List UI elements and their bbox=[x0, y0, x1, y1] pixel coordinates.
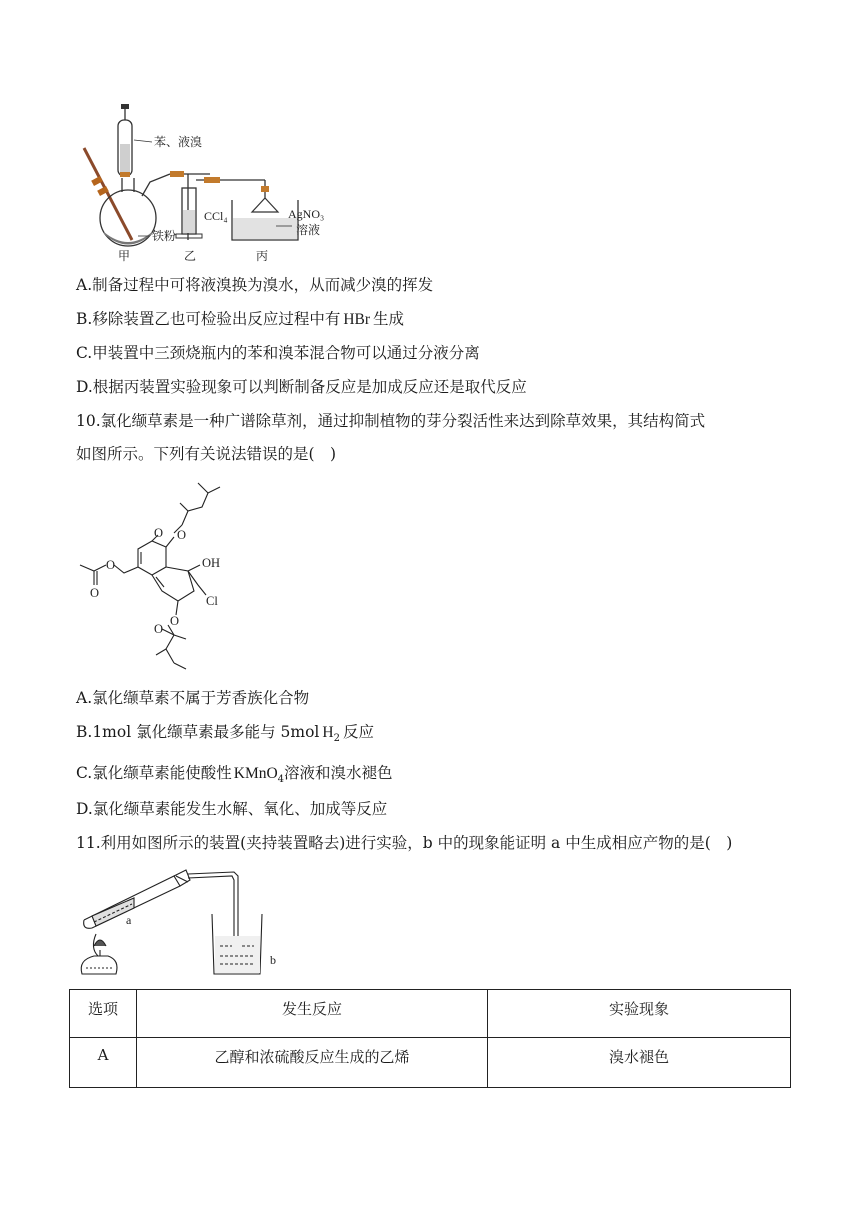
q10-option-c-subscript: 4 bbox=[277, 774, 285, 786]
table-cell-phenomenon: 溴水褪色 bbox=[488, 1038, 791, 1088]
q10-stem-line2: 如图所示。下列有关说法错误的是( ) bbox=[76, 445, 337, 463]
q9-option-a: A.制备过程中可将液溴换为溴水，从而减少溴的挥发 bbox=[76, 276, 434, 294]
table-row bbox=[70, 1038, 791, 1088]
mol-label-o-top: O bbox=[177, 528, 187, 542]
q9-option-b-formula: HBr bbox=[343, 311, 371, 328]
q9-option-b bbox=[76, 309, 404, 330]
label-agno3: AgNO₃ bbox=[288, 207, 325, 221]
apparatus-figure-bromination bbox=[70, 100, 360, 270]
q9-option-b-end: 生成 bbox=[373, 310, 405, 328]
q10-option-c-end: 溶液和溴水褪色 bbox=[284, 764, 393, 782]
mol-label-o-carbonyl-bottom: O bbox=[154, 622, 164, 636]
table-cell-reaction: 乙醇和浓硫酸反应生成的乙烯 bbox=[137, 1038, 488, 1088]
apparatus-figure-heating bbox=[74, 864, 294, 982]
q10-option-d: D.氯化缬草素能发生水解、氧化、加成等反应 bbox=[76, 800, 388, 818]
mol-label-oh: OH bbox=[202, 556, 221, 570]
q10-option-b bbox=[76, 722, 374, 749]
q10-option-c bbox=[76, 763, 393, 790]
mol-label-cl: Cl bbox=[206, 594, 218, 608]
q10-option-c-text: C.氯化缬草素能使酸性 bbox=[76, 764, 232, 782]
label-jia: 甲 bbox=[118, 249, 131, 263]
q10-option-b-text: B.1mol 氯化缬草素最多能与 5mol bbox=[76, 723, 320, 741]
q10-option-b-end: 反应 bbox=[342, 723, 374, 741]
options-table bbox=[69, 989, 791, 1088]
q9-option-c: C.甲装置中三颈烧瓶内的苯和溴苯混合物可以通过分液分离 bbox=[76, 344, 480, 362]
table-cell-option: A bbox=[70, 1038, 137, 1088]
table-header-option: 选项 bbox=[70, 990, 137, 1038]
label-iron-powder: 铁粉 bbox=[152, 229, 177, 243]
q9-option-b-text: B.移除装置乙也可检验出反应过程中有 bbox=[76, 310, 341, 328]
table-header-reaction: 发生反应 bbox=[137, 990, 488, 1038]
mol-label-o-carbonyl: O bbox=[90, 586, 100, 600]
label-yi: 乙 bbox=[184, 249, 197, 263]
q10-option-c-formula: KMnO bbox=[233, 765, 278, 782]
label-solution: 溶液 bbox=[296, 223, 321, 237]
label-ccl4: CCl₄ bbox=[204, 209, 228, 223]
q10-option-a: A.氯化缬草素不属于芳香族化合物 bbox=[76, 689, 310, 707]
mol-label-o-bottom: O bbox=[170, 614, 180, 628]
q10-stem-line1: 10.氯化缬草素是一种广谱除草剂，通过抑制植物的芽分裂活性来达到除草效果，其结构简式 bbox=[76, 412, 706, 430]
table-header-row bbox=[70, 990, 791, 1038]
label-tube-a: a bbox=[126, 913, 132, 927]
label-beaker-b: b bbox=[270, 953, 276, 967]
mol-label-o-left: O bbox=[106, 558, 116, 572]
q10-option-b-subscript: 2 bbox=[333, 733, 340, 745]
label-benzene-bromine: 苯、液溴 bbox=[154, 135, 203, 149]
q9-option-d: D.根据丙装置实验现象可以判断制备反应是加成反应还是取代反应 bbox=[76, 378, 527, 396]
molecule-structure-figure bbox=[70, 475, 250, 675]
q10-option-b-formula: H bbox=[322, 724, 334, 741]
label-bing: 丙 bbox=[256, 249, 269, 263]
mol-label-o-ring: O bbox=[154, 526, 164, 540]
q11-stem: 11.利用如图所示的装置(夹持装置略去)进行实验，b 中的现象能证明 a 中生成相应产物的是( ) bbox=[76, 834, 733, 852]
table-header-phenomenon: 实验现象 bbox=[488, 990, 791, 1038]
